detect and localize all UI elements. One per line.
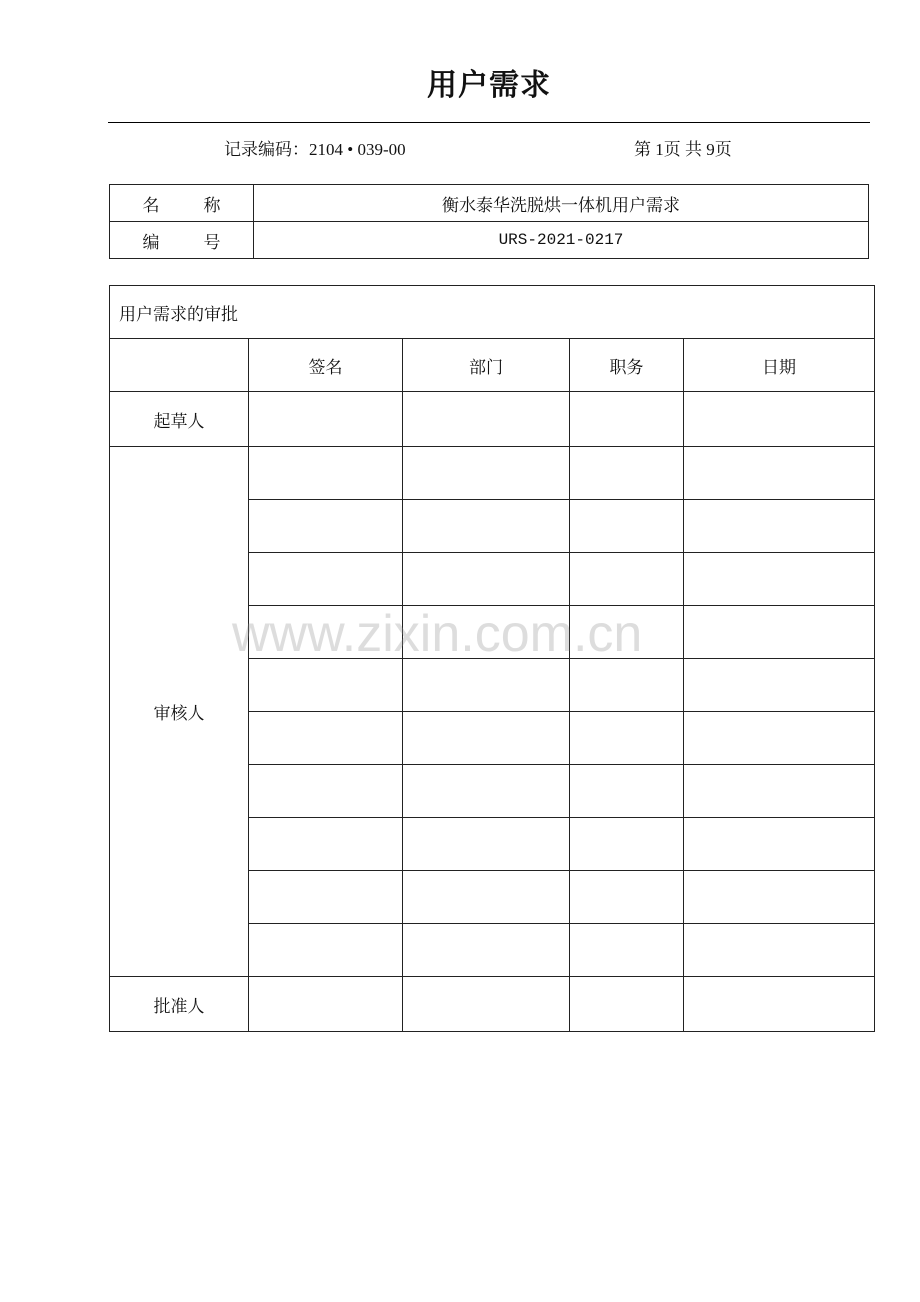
reviewer-position-cell[interactable] [570,606,684,659]
header-department: 部门 [403,339,570,392]
watermark: www.zixin.com.cn [232,605,643,663]
reviewer-date-cell[interactable] [684,553,875,606]
header-signature: 签名 [249,339,403,392]
reviewer-signature-cell[interactable] [249,606,403,659]
reviewer-department-cell[interactable] [403,659,570,712]
drafter-row [110,392,875,447]
reviewer-signature-cell[interactable] [249,553,403,606]
code-value: URS-2021-0217 [254,222,869,259]
reviewer-date-cell[interactable] [684,924,875,977]
reviewer-department-cell[interactable] [403,500,570,553]
reviewer-department-cell[interactable] [403,606,570,659]
code-label-cell [110,222,254,259]
drafter-date-cell[interactable] [684,392,875,447]
reviewer-date-cell[interactable] [684,447,875,500]
header-blank [110,339,249,392]
reviewer-position-cell[interactable] [570,553,684,606]
reviewer-signature-cell[interactable] [249,712,403,765]
reviewer-signature-cell[interactable] [249,500,403,553]
approver-row [110,977,875,1032]
reviewer-position-cell[interactable] [570,659,684,712]
info-row-code [110,222,869,259]
header-position: 职务 [570,339,684,392]
drafter-label: 起草人 [110,392,249,447]
reviewer-signature-cell[interactable] [249,871,403,924]
approver-label: 批准人 [110,977,249,1032]
approval-section-title: 用户需求的审批 [110,286,875,339]
reviewer-position-cell[interactable] [570,712,684,765]
reviewer-date-cell[interactable] [684,712,875,765]
title-divider [108,122,870,123]
reviewer-position-cell[interactable] [570,871,684,924]
reviewer-signature-cell[interactable] [249,818,403,871]
reviewer-position-cell[interactable] [570,500,684,553]
reviewer-department-cell[interactable] [403,712,570,765]
name-value: 衡水泰华洗脱烘一体机用户需求 [254,185,869,222]
document-title: 用户需求 [427,68,551,103]
approver-department-cell[interactable] [403,977,570,1032]
reviewer-signature-cell[interactable] [249,765,403,818]
reviewer-department-cell[interactable] [403,765,570,818]
name-label-cell [110,185,254,222]
drafter-department-cell[interactable] [403,392,570,447]
record-code: 记录编码：2104 • 039-00 [224,140,406,159]
reviewer-date-cell[interactable] [684,659,875,712]
header-date: 日期 [684,339,875,392]
reviewer-date-cell[interactable] [684,606,875,659]
approver-date-cell[interactable] [684,977,875,1032]
reviewer-signature-cell[interactable] [249,924,403,977]
reviewer-row [110,447,875,500]
reviewer-date-cell[interactable] [684,765,875,818]
reviewer-date-cell[interactable] [684,500,875,553]
reviewer-department-cell[interactable] [403,553,570,606]
name-label: 名称 [142,195,221,216]
reviewer-position-cell[interactable] [570,924,684,977]
reviewer-position-cell[interactable] [570,818,684,871]
info-table [109,184,869,259]
reviewer-date-cell[interactable] [684,871,875,924]
info-row-name [110,185,869,222]
reviewer-department-cell[interactable] [403,924,570,977]
drafter-signature-cell[interactable] [249,392,403,447]
reviewer-department-cell[interactable] [403,871,570,924]
reviewer-date-cell[interactable] [684,818,875,871]
reviewer-position-cell[interactable] [570,765,684,818]
reviewer-position-cell[interactable] [570,447,684,500]
reviewer-signature-cell[interactable] [249,659,403,712]
reviewer-signature-cell[interactable] [249,447,403,500]
approver-position-cell[interactable] [570,977,684,1032]
approval-table [109,285,875,1032]
drafter-position-cell[interactable] [570,392,684,447]
approver-signature-cell[interactable] [249,977,403,1032]
approval-header-row [110,339,875,392]
reviewer-label: 审核人 [110,447,249,977]
code-label: 编号 [142,232,221,253]
approval-section-row [110,286,875,339]
reviewer-department-cell[interactable] [403,818,570,871]
reviewer-department-cell[interactable] [403,447,570,500]
page-info: 第 1页 共 9页 [634,140,732,159]
